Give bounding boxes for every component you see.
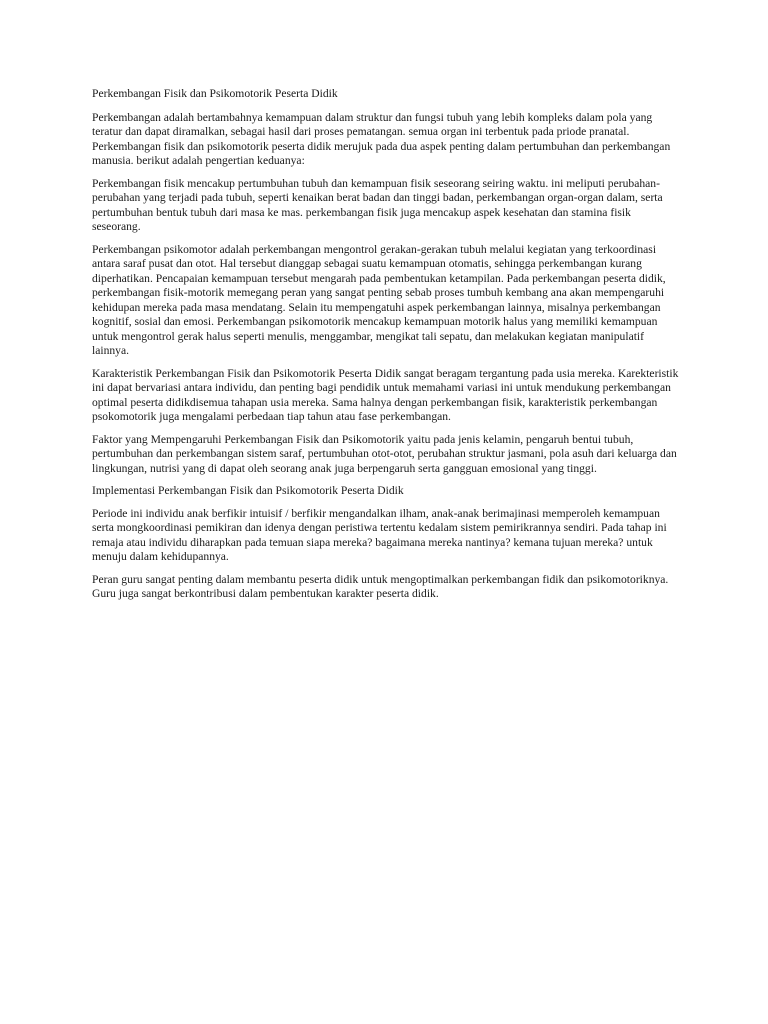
paragraph-factors: Faktor yang Mempengaruhi Perkembangan Fisik dan Psikomotorik yaitu pada jenis kelamin, pengaruh bentui tubuh, pertumbuhan dan perkembangan sistem saraf, pertumbuhan otot-otot, perubahan struktur jasmani, pola asuh dari keluarga dan lingkungan, nutrisi yang di dapat oleh seorang anak juga berpengaruh serta gangguan emosional yang tinggi. — [92, 432, 677, 475]
paragraph-characteristics: Karakteristik Perkembangan Fisik dan Psikomotorik Peserta Didik sangat beragam tergantung pada usia mereka. Karekteristik ini dapat bervariasi antara individu, dan penting bagi pendidik untuk memahami variasi ini untuk mendukung perkembangan optimal peserta didikdisemua tahapan usia mereka. Sama halnya dengan perkembangan fisik, karakteristik perkembangan psokomotorik juga mengalami perbedaan tiap tahun atau fase perkembangan. — [92, 366, 679, 423]
document-title: Perkembangan Fisik dan Psikomotorik Peserta Didik — [92, 87, 338, 100]
paragraph-teacher-role: Peran guru sangat penting dalam membantu peserta didik untuk mengoptimalkan perkembangan fidik dan psikomotoriknya. Guru juga sangat berkontribusi dalam pembentukan karakter peserta didik. — [92, 572, 669, 600]
paragraph-physical-development: Perkembangan fisik mencakup pertumbuhan tubuh dan kemampuan fisik seseorang seiring waktu. ini meliputi perubahan-perubahan yang terjadi pada tubuh, seperti kenaikan berat badan dan tinggi badan, perkembangan organ-organ dalam, serta pertumbuhan bentuk tubuh dari masa ke mas. perkembangan fisik juga mencakup aspek kesehatan dan stamina fisik seseorang. — [92, 176, 663, 233]
paragraph-definition: Perkembangan adalah bertambahnya kemampuan dalam struktur dan fungsi tubuh yang lebih kompleks dalam pola yang teratur dan dapat diramalkan, sebagai hasil dari proses pematangan. semua organ ini terbentuk pada priode pranatal. Perkembangan fisik dan psikomotorik peserta didik merujuk pada dua aspek penting dalam pertumbuhan dan perkembangan manusia. berikut adalah pengertian keduanya: — [92, 110, 671, 167]
paragraph-psychomotor-development: Perkembangan psikomotor adalah perkembangan mengontrol gerakan-gerakan tubuh melalui kegiatan yang terkoordinasi antara saraf pusat dan otot. Hal tersebut dianggap sebagai suatu kemampuan otomatis, sehingga perkembangan kurang diperhatikan. Pencapaian kemampuan tersebut mengarah pada pembentukan ketampilan. Pada perkembangan peserta didik, perkembangan fisik-motorik memegang peran yang sangat penting sebab proses tumbuh kembang ana akan mempengaruhi kehidupan mereka pada masa mendatang. Selain itu mempengatuhi aspek perkembangan lainnya, misalnya perkembangan kognitif, sosial dan emosi. Perkembangan psikomotorik mencakup kemampuan motorik halus yang memiliki kemampuan untuk mengontrol gerak halus seperti menulis, menggambar, mengikat tali sepatu, dan melakukan kegiatan manipulatif lainnya. — [92, 242, 666, 357]
section-heading-implementation: Implementasi Perkembangan Fisik dan Psikomotorik Peserta Didik — [92, 484, 404, 497]
document-body — [92, 87, 682, 610]
paragraph-period: Periode ini individu anak berfikir intuisif / berfikir mengandalkan ilham, anak-anak berimajinasi memperoleh kemampuan serta mongkoordinasi pemikiran dan idenya dengan peristiwa tertentu kedalam sistem pemirikrannya sendiri. Pada tahap ini remaja atau individu diharapkan pada temuan siapa mereka? bagaimana mereka nantinya? kemana tujuan mereka? untuk menuju dalam kehidupannya. — [92, 506, 667, 563]
